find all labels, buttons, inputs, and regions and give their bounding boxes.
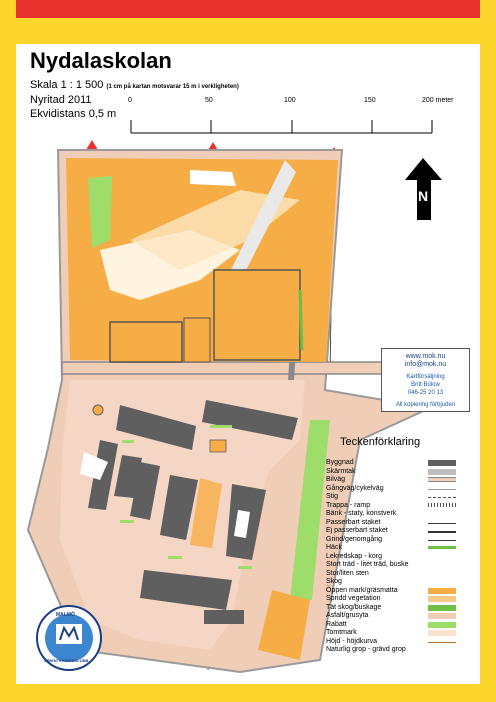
legend-title: Teckenförklaring [340,436,421,448]
legend-item [326,621,466,630]
legend-symbol-bed [428,622,456,628]
legend-label: Tät skog/buskage [326,603,382,611]
frame-right [480,0,496,702]
legend-symbol-tree [428,562,456,568]
legend-item [326,612,466,621]
legend-label: Bänk - staty, konstverk [326,510,397,517]
legend-label: Skog [326,578,342,585]
legend-item [326,595,466,604]
legend-label: Ej passerbart staket [326,527,388,534]
legend-label: Naturlig grop - grävd grop [326,646,406,653]
contour-interval: Ekvidistans 0,5 m [30,108,117,120]
legend-item [326,561,466,570]
legend-symbol-forest [428,579,456,585]
scale-tick-200: 200 meter [422,97,454,104]
frame-bottom [0,684,496,702]
scale-tick-0: 0 [128,97,132,104]
legend-item [326,519,466,528]
legend-symbol-hedge [428,546,456,549]
legend-item [326,536,466,545]
legend-item [326,502,466,511]
map-scale [30,79,239,91]
legend-item [326,578,466,587]
frame-left [0,0,16,702]
legend-symbol-stone [428,571,456,577]
legend-symbol-dense [428,605,456,611]
legend-item [326,553,466,562]
legend-symbol-bench [428,511,456,517]
legend-label: Skärmtak [326,467,356,475]
legend-symbol-asphalt [428,613,456,619]
legend-label: Gångväg/cykelväg [326,484,384,492]
legend-label: Byggnad [326,459,354,466]
legend-item [326,468,466,477]
frame-top-red [0,0,496,18]
legend-label: Häck [326,544,342,551]
legend [326,459,466,655]
legend-label: Öppen mark/gräsmatta [326,586,398,594]
legend-item [326,544,466,553]
contact-sales: Kartförsäljning [406,374,445,380]
legend-item [326,510,466,519]
contact-person: Britt Bülow [411,382,440,388]
legend-item [326,646,466,655]
legend-item [326,476,466,485]
frame-top-yellow [0,18,496,44]
legend-symbol-contour [428,642,456,643]
legend-label: Bilväg [326,476,346,483]
legend-item [326,459,466,468]
legend-label: Stor/liten sten [326,569,369,577]
north-label: N [418,188,429,204]
legend-label: Rabatt [326,620,347,628]
legend-symbol-stairs [428,503,456,507]
legend-label: Spridd vegetation [326,595,381,602]
legend-label: Stig [326,493,339,500]
legend-symbol-roof [428,469,456,475]
scale-tick-150: 150 [364,97,376,104]
legend-item [326,527,466,536]
scale-text: Skala 1 : 1 500 [30,79,104,91]
legend-item [326,570,466,579]
legend-symbol-gate [428,540,456,541]
legend-symbol-fence [428,523,456,524]
legend-item [326,629,466,638]
legend-item [326,485,466,494]
north-field [66,158,338,362]
legend-item [326,587,466,596]
legend-symbol-veg [428,596,456,602]
logo-bottom-text: ORIENTERINGSKLUBB [44,658,89,663]
contact-box [381,348,470,412]
scale-tick-50: 50 [205,97,213,104]
legend-symbol-plot [428,630,456,636]
contact-web: www.mok.nu [405,353,446,360]
legend-symbol-fence2 [428,531,456,533]
legend-label: Asfalt/grusyta [326,612,369,619]
scale-tick-100: 100 [284,97,296,104]
contact-rights: All kopiering förbjuden [395,402,456,408]
contact-email: info@mok.nu [404,361,447,368]
legend-label: Lekredskap - korg [326,552,383,560]
legend-label: Passerbart staket [326,518,381,526]
legend-label: Tomtmark [326,629,357,636]
map-title: Nydalaskolan [30,48,172,73]
scale-note: (1 cm på kartan motsvarar 15 m i verkligheten) [106,84,239,90]
legend-item [326,638,466,647]
drawn-year: Nyritad 2011 [30,94,92,106]
legend-symbol-open [428,588,456,594]
legend-label: Grind/genomgång [326,535,383,543]
legend-symbol-trail [428,497,456,498]
legend-label: Stort träd - litet träd, buske [326,561,409,568]
contact-phone: 046-25 20 13 [407,390,444,396]
legend-symbol-play [428,554,456,560]
legend-symbol-road [428,477,456,482]
legend-label: Trappa - ramp [326,501,371,509]
legend-item [326,604,466,613]
legend-symbol-path [428,489,456,490]
legend-label: Höjd - höjdkurva [326,637,377,645]
legend-symbol-building [428,460,456,466]
legend-item [326,493,466,502]
legend-symbol-pit [428,647,456,653]
logo-top-text: MALMÖ [56,612,75,618]
